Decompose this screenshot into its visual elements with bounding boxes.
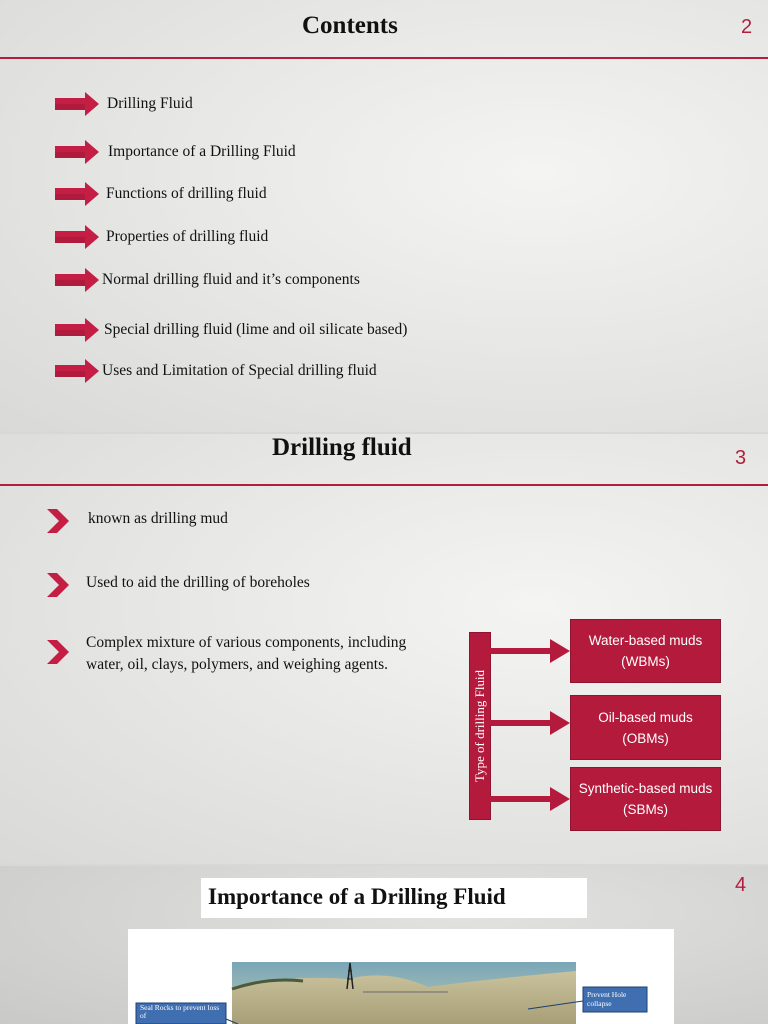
callout-left: Seal Rocks to prevent loss of	[140, 1003, 220, 1020]
diagram-root-label: Type of drilling Fluid	[472, 669, 487, 783]
diagram-box-wbm	[570, 619, 721, 683]
connector-arrow	[490, 720, 552, 726]
contents-item	[55, 359, 377, 383]
arrow-icon	[55, 140, 99, 164]
diagram-box-sbm	[570, 767, 721, 831]
contents-item	[55, 225, 268, 249]
box-line: (OBMs)	[622, 730, 669, 746]
bullet-text: Used to aid the drilling of boreholes	[86, 574, 310, 591]
slide-title: Drilling fluid	[272, 434, 412, 461]
drilling-illustration	[128, 929, 674, 1024]
arrow-icon	[55, 225, 99, 249]
arrow-icon	[55, 182, 99, 206]
contents-item	[55, 318, 407, 342]
slide-title: Importance of a Drilling Fluid	[208, 884, 506, 909]
title-divider	[0, 484, 768, 486]
diagram-box-obm	[570, 695, 721, 760]
slide-contents	[0, 0, 768, 432]
box-line: Synthetic-based muds	[578, 781, 713, 796]
contents-item-label: Uses and Limitation of Special drilling fluid	[102, 362, 377, 379]
box-line: (WBMs)	[621, 654, 670, 669]
chevron-bullet-icon	[47, 573, 69, 597]
callout-right: Prevent Hole collapse	[587, 990, 627, 1008]
contents-item-label: Special drilling fluid (lime and oil silicate based)	[104, 321, 408, 338]
contents-item-label: Normal drilling fluid and it’s components	[102, 271, 360, 288]
box-line: Water-based muds	[588, 633, 703, 648]
page-number: 2	[741, 16, 753, 38]
bullet-text: Complex mixture of various components, including water, oil, clays, polymers, and weighing agents.	[86, 634, 407, 673]
arrow-icon	[55, 359, 99, 383]
contents-item-label: Functions of drilling fluid	[106, 185, 267, 202]
connector-arrowhead	[550, 711, 570, 735]
chevron-bullet-icon	[47, 640, 69, 664]
contents-item	[55, 268, 360, 292]
connector-arrowhead	[550, 787, 570, 811]
contents-item-label: Importance of a Drilling Fluid	[108, 143, 296, 160]
contents-item	[55, 92, 193, 116]
contents-item	[55, 182, 267, 206]
connector-arrow	[490, 796, 552, 802]
connector-arrowhead	[550, 639, 570, 663]
diagram-connectors	[490, 630, 580, 830]
page-number: 4	[735, 874, 747, 896]
slide-title: Contents	[302, 12, 398, 39]
contents-item-label: Properties of drilling fluid	[106, 228, 269, 245]
bullet-text: known as drilling mud	[88, 510, 228, 527]
box-line: Oil-based muds	[598, 709, 693, 725]
contents-item-label: Drilling Fluid	[107, 95, 193, 112]
arrow-icon	[55, 92, 99, 116]
title-divider	[0, 57, 768, 59]
arrow-icon	[55, 268, 99, 292]
contents-item	[55, 140, 296, 164]
page-number: 3	[735, 447, 747, 469]
chevron-bullet-icon	[47, 509, 69, 533]
connector-arrow	[490, 648, 552, 654]
arrow-icon	[55, 318, 99, 342]
box-line: (SBMs)	[623, 802, 668, 817]
